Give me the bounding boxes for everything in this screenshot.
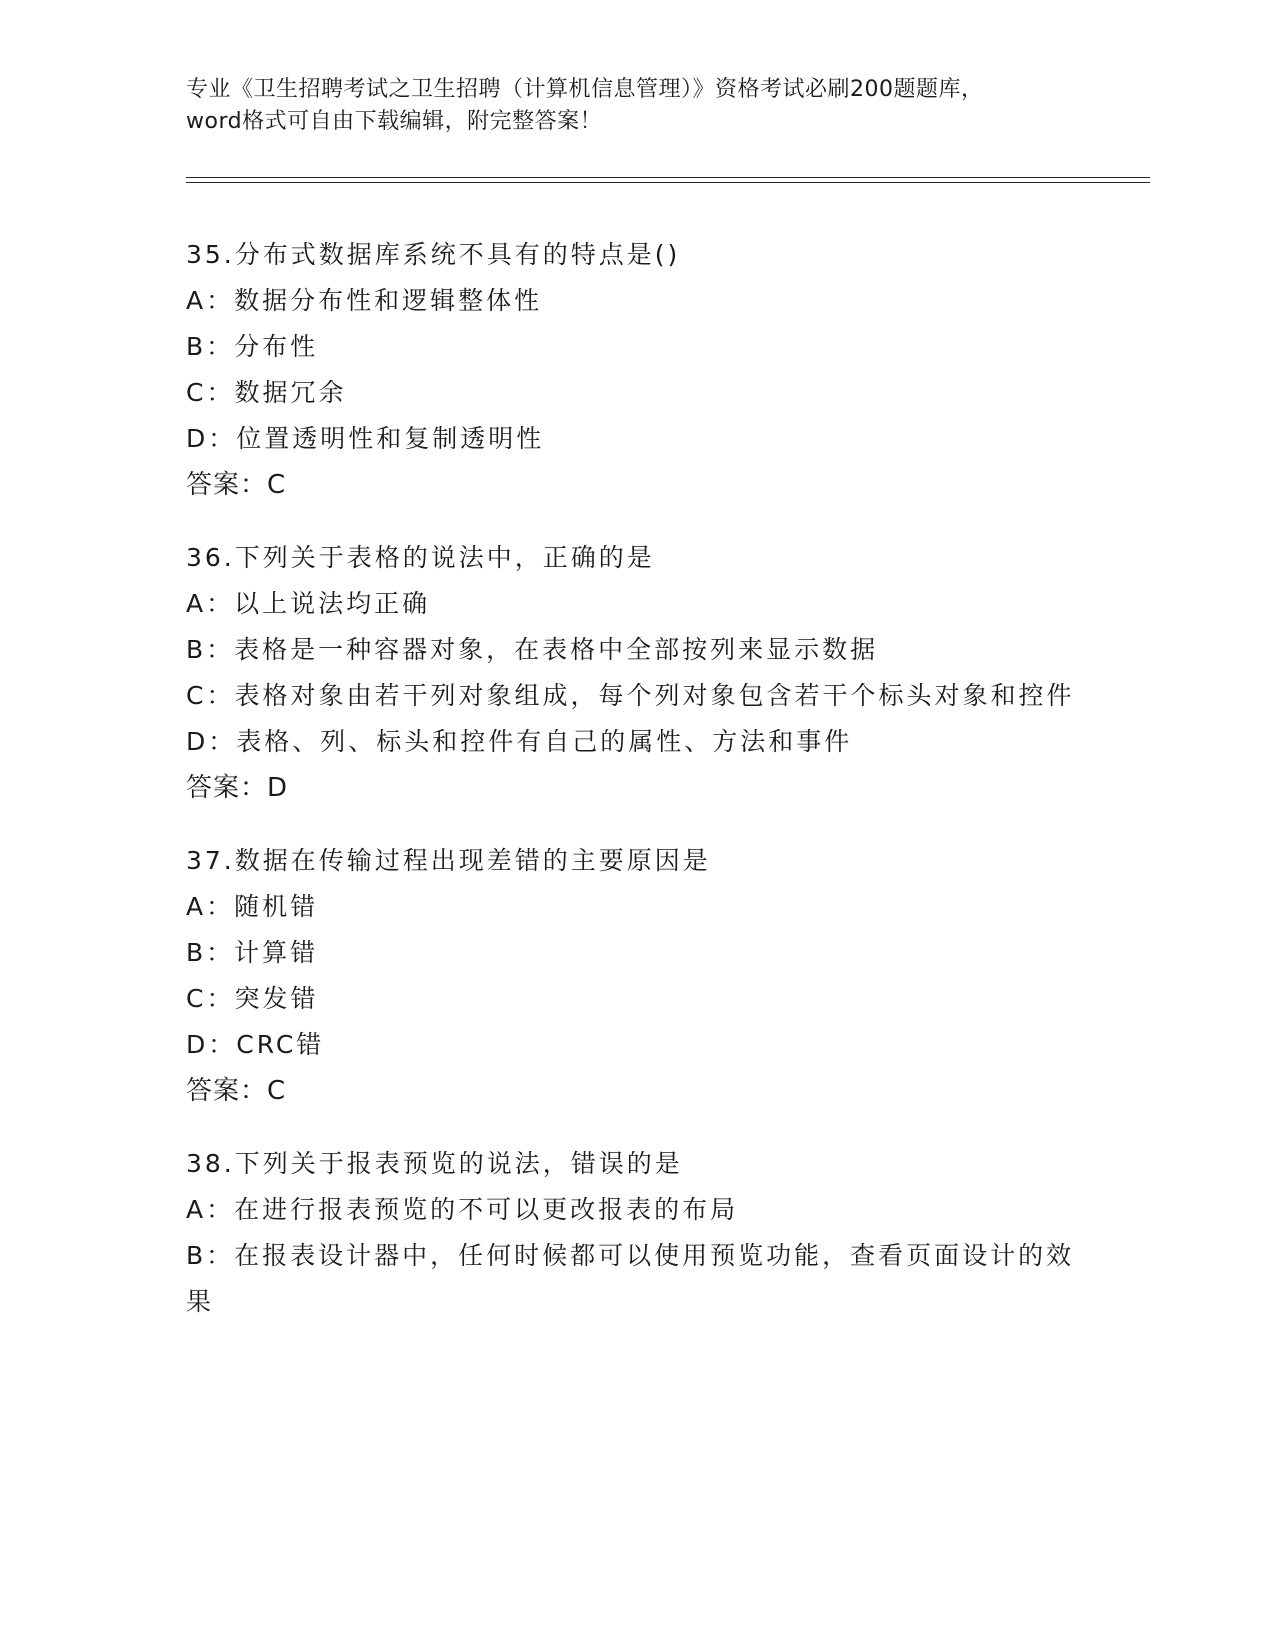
header-divider-top <box>186 177 1150 178</box>
question-stem: 35.分布式数据库系统不具有的特点是() <box>186 240 681 269</box>
question-37 <box>186 838 1086 1114</box>
option-c: C：突发错 <box>186 984 319 1013</box>
option-b: B：分布性 <box>186 332 319 361</box>
answer-label: 答案：C <box>186 470 287 500</box>
option-b: B：计算错 <box>186 938 319 967</box>
question-list <box>186 232 1086 1352</box>
answer-label: 答案：C <box>186 1076 287 1106</box>
option-b: B：在报表设计器中，任何时候都可以使用预览功能，查看页面设计的效果 <box>186 1241 1075 1316</box>
header-divider-bottom <box>186 182 1150 183</box>
option-a: A：以上说法均正确 <box>186 589 431 618</box>
question-38 <box>186 1141 1086 1325</box>
option-a: A：在进行报表预览的不可以更改报表的布局 <box>186 1195 739 1224</box>
option-d: D：CRC错 <box>186 1030 325 1059</box>
answer-label: 答案：D <box>186 773 289 803</box>
option-c: C：表格对象由若干列对象组成，每个列对象包含若干个标头对象和控件 <box>186 681 1075 710</box>
question-stem: 36.下列关于表格的说法中，正确的是 <box>186 543 655 572</box>
option-c: C：数据冗余 <box>186 378 347 407</box>
option-d: D：位置透明性和复制透明性 <box>186 424 545 453</box>
option-a: A：随机错 <box>186 892 319 921</box>
header-title-line1: 专业《卫生招聘考试之卫生招聘（计算机信息管理）》资格考试必刷200题题库， <box>186 77 984 102</box>
option-b: B：表格是一种容器对象，在表格中全部按列来显示数据 <box>186 635 879 664</box>
question-36 <box>186 535 1086 811</box>
option-a: A：数据分布性和逻辑整体性 <box>186 286 543 315</box>
option-d: D：表格、列、标头和控件有自己的属性、方法和事件 <box>186 727 853 756</box>
question-stem: 38.下列关于报表预览的说法，错误的是 <box>186 1149 683 1178</box>
document-header <box>186 74 1066 138</box>
question-35 <box>186 232 1086 508</box>
header-title-line2: word格式可自由下载编辑，附完整答案！ <box>186 109 603 134</box>
question-stem: 37.数据在传输过程出现差错的主要原因是 <box>186 846 711 875</box>
